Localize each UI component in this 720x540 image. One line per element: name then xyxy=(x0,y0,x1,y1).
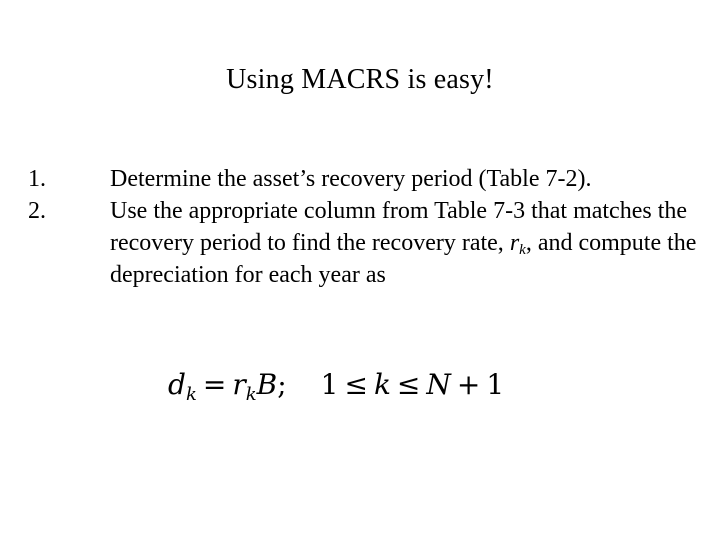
formula-lower: 1 xyxy=(320,368,339,401)
list-item xyxy=(28,163,698,195)
step-text-before: Use the appropriate column from Table 7-3 that matches the recovery period to find the recovery rate, xyxy=(110,198,688,256)
step-text xyxy=(110,195,698,291)
slide-title: Using MACRS is easy! xyxy=(226,64,494,95)
rate-variable: $r_k$ xyxy=(509,230,526,258)
formula-rate-var: r xyxy=(232,368,246,401)
formula-plus: + xyxy=(456,368,481,401)
formula-le-2: ≤ xyxy=(396,368,421,401)
formula-lhs-sub: k xyxy=(185,384,197,405)
rate-subscript: k xyxy=(519,242,526,258)
formula-upper-num: 1 xyxy=(486,368,505,401)
formula-le-1: ≤ xyxy=(344,368,368,401)
formula-basis-var: B xyxy=(256,368,278,401)
formula-lhs-var: d xyxy=(168,368,186,401)
formula-equals: = xyxy=(202,368,227,401)
step-text: Determine the asset’s recovery period (Table 7-2). xyxy=(110,166,592,192)
list-item xyxy=(28,195,698,291)
step-text-after: , and compute the depreciation for each year as xyxy=(110,230,697,288)
depreciation-formula xyxy=(168,368,505,405)
formula-index: k xyxy=(373,368,391,401)
formula-rate-sub: k xyxy=(245,384,257,405)
formula-separator: ; xyxy=(277,368,287,401)
step-number: 2. xyxy=(28,198,46,224)
step-number: 1. xyxy=(28,166,46,192)
steps-list xyxy=(28,163,698,291)
formula-upper-var: N xyxy=(426,368,451,401)
